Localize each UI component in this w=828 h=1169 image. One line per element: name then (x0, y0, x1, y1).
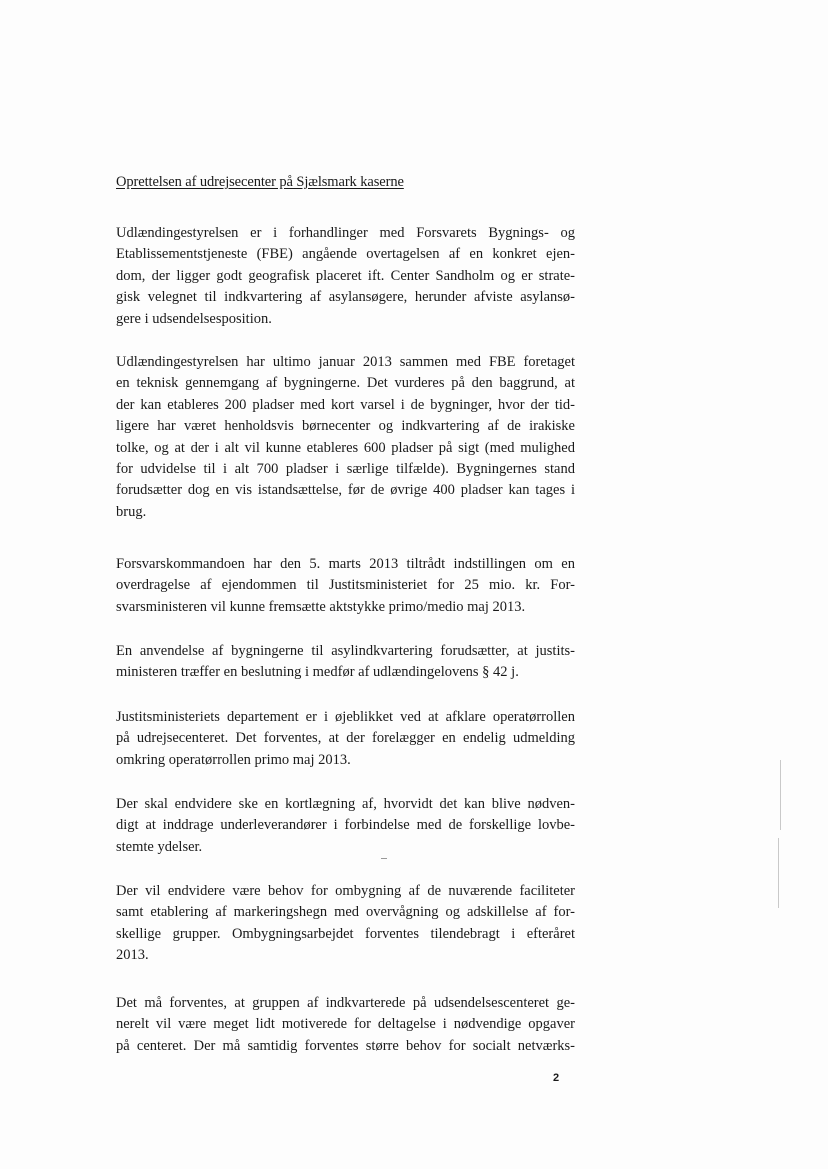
paragraph-line: Udlændingestyrelsen er i forhandlinger med Forsvarets Bygnings- og (116, 225, 575, 241)
paragraph-line: der kan etableres 200 pladser med kort varsel i de bygninger, hvor der tid- (116, 396, 575, 413)
paragraph-line: ligere har været henholdsvis børnecenter og indkvartering af de irakiske (116, 418, 575, 435)
paragraph-line: Forsvarskommandoen har den 5. marts 2013 tiltrådt indstillingen om en (116, 556, 575, 572)
page-number: 2 (553, 1072, 560, 1084)
paragraph-line: nerelt vil være meget lidt motiverede for deltagelse i nødvendige opgaver (116, 1016, 575, 1033)
paragraph-line: tolke, og at der i alt vil kunne etableres 600 pladser på sigt (med mulighed (116, 439, 575, 456)
paragraph-line: omkring operatørrollen primo maj 2013. (116, 751, 351, 768)
scan-artifact-line (780, 760, 781, 830)
paragraph-line: Etablissementstjeneste (FBE) angående overtagelsen af en konkret ejen- (116, 246, 575, 263)
paragraph-line: ministeren træffer en beslutning i medfør af udlændingelovens § 42 j. (116, 664, 519, 681)
scan-artifact-dot (381, 858, 387, 859)
scan-artifact-line (778, 838, 779, 908)
paragraph-line: på centeret. Der må samtidig forventes større behov for socialt netværks- (116, 1037, 575, 1054)
paragraph-line: Udlændingestyrelsen har ultimo januar 2013 sammen med FBE foretaget (116, 354, 575, 370)
paragraph-3 (116, 554, 575, 618)
paragraph-line: på udrejsecenteret. Det forventes, at der forelægger en endelig udmelding (116, 730, 575, 747)
paragraph-line: stemte ydelser. (116, 838, 203, 855)
paragraph-line: En anvendelse af bygningerne til asylindkvartering forudsætter, at justits- (116, 643, 575, 659)
paragraph-5 (116, 707, 575, 771)
paragraph-line: gere i udsendelsesposition. (116, 310, 272, 327)
document-heading: Oprettelsen af udrejsecenter på Sjælsmark kaserne (116, 174, 404, 190)
paragraph-line: digt at inddrage underleverandører i forbindelse med de forskellige lovbe- (116, 817, 575, 834)
paragraph-line: skellige grupper. Ombygningsarbejdet forventes tilendebragt i efteråret (116, 925, 575, 942)
paragraph-8 (116, 993, 575, 1057)
paragraph-line: Det må forventes, at gruppen af indkvarterede på udsendelsescenteret ge- (116, 995, 575, 1011)
paragraph-line: 2013. (116, 947, 149, 964)
paragraph-6 (116, 794, 575, 858)
paragraph-7 (116, 881, 575, 967)
paragraph-line: forudsætter dog en vis istandsættelse, før de øvrige 400 pladser kan tages i (116, 482, 575, 499)
paragraph-1 (116, 223, 575, 330)
paragraph-line: gisk velegnet til indkvartering af asylansøgere, herunder afviste asylansø- (116, 289, 575, 306)
paragraph-2 (116, 352, 575, 523)
paragraph-line: overdragelse af ejendommen til Justitsministeriet for 25 mio. kr. For- (116, 577, 575, 594)
paragraph-line: svarsministeren vil kunne fremsætte aktstykke primo/medio maj 2013. (116, 598, 526, 615)
paragraph-line: for udvidelse til i alt 700 pladser i særlige tilfælde). Bygningernes stand (116, 460, 575, 477)
paragraph-line: brug. (116, 503, 147, 520)
paragraph-4 (116, 641, 575, 684)
paragraph-line: Der vil endvidere være behov for ombygning af de nuværende faciliteter (116, 883, 575, 899)
paragraph-line: Der skal endvidere ske en kortlægning af, hvorvidt det kan blive nødven- (116, 796, 575, 812)
paragraph-line: en teknisk gennemgang af bygningerne. Det vurderes på den baggrund, at (116, 375, 575, 392)
paragraph-line: Justitsministeriets departement er i øjeblikket ved at afklare operatørrollen (116, 709, 575, 725)
paragraph-line: dom, der ligger godt geografisk placeret ift. Center Sandholm og er strate- (116, 267, 575, 284)
paragraph-line: samt etablering af markeringshegn med overvågning og adskillelse af for- (116, 904, 575, 921)
